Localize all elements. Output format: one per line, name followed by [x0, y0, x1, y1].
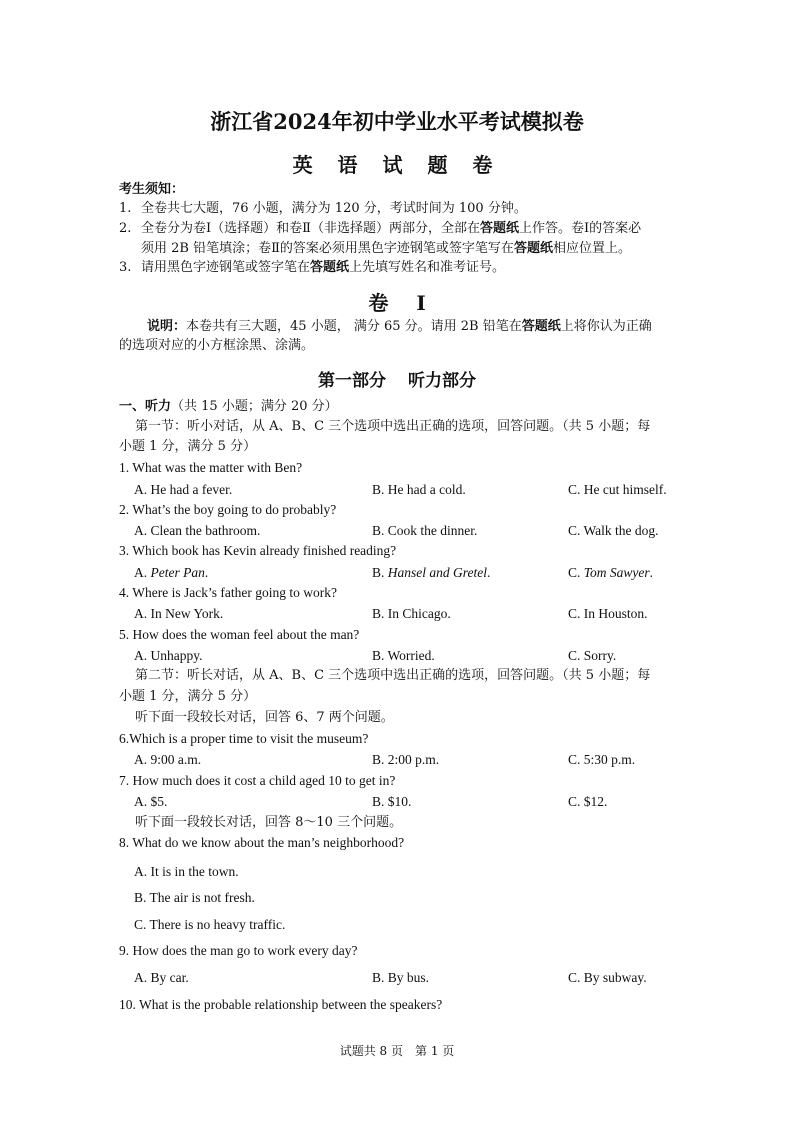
option-dot: . — [649, 565, 654, 580]
option-letter: A. — [134, 565, 151, 580]
question-8: 8. What do we know about the man’s neighborhood? — [119, 835, 405, 850]
notice-heading: 考生须知： — [119, 182, 185, 197]
part-left: 第一部分 — [318, 371, 386, 391]
option-letter: B. — [372, 565, 388, 580]
section1-line1: 第一节：听小对话，从 A、B、C 三个选项中选出正确的选项，回答问题。（共 5 小题；每 — [135, 419, 651, 434]
notice-item-2 — [119, 221, 641, 237]
q8-option-c: C. There is no heavy traffic. — [134, 917, 286, 932]
explain-label: 说明： — [147, 319, 187, 334]
notice-text: 须用 2B 铅笔填涂；卷Ⅱ的答案必须用黑色字迹钢笔或签字笔写在 — [141, 241, 514, 256]
question-1: 1. What was the matter with Ben? — [119, 460, 303, 475]
notice-item-3 — [119, 260, 505, 276]
question-10: 10. What is the probable relationship between the speakers? — [119, 997, 443, 1012]
explain-text: 本卷共有三大题，45 小题， 满分 65 分。请用 2B 铅笔在 — [186, 319, 522, 334]
q9-option-a: A. By car. — [134, 970, 189, 985]
notice-text: 全卷分为卷Ⅰ（选择题）和卷Ⅱ（非选择题）两部分，全部在 — [141, 221, 480, 236]
q7-option-b: B. $10. — [372, 794, 412, 809]
intro-8-10: 听下面一段较长对话，回答 8～10 三个问题。 — [135, 815, 403, 830]
notice-item-2-cont — [141, 241, 631, 257]
question-2: 2. What’s the boy going to do probably? — [119, 502, 337, 517]
listening-heading — [119, 399, 338, 415]
volume-explain-line2: 的选项对应的小方框涂黑、涂满。 — [119, 338, 315, 353]
q6-option-c: C. 5:30 p.m. — [568, 752, 636, 767]
volume-explain — [147, 319, 652, 335]
q7-option-a: A. $5. — [134, 794, 168, 809]
question-6: 6.Which is a proper time to visit the museum? — [119, 731, 369, 746]
question-7: 7. How much does it cost a child aged 10 to get in? — [119, 773, 396, 788]
notice-num: 3. — [119, 260, 132, 275]
intro-6-7: 听下面一段较长对话，回答 6、7 两个问题。 — [135, 710, 394, 725]
notice-text: 相应位置上。 — [552, 241, 631, 256]
question-4: 4. Where is Jack’s father going to work? — [119, 585, 337, 600]
exam-subtitle: 英 语 试 题 卷 — [292, 153, 502, 177]
notice-bold: 答题纸 — [479, 221, 519, 236]
notice-text: 全卷共七大题，76 小题，满分为 120 分，考试时间为 100 分钟。 — [141, 201, 527, 216]
notice-item-1 — [119, 201, 527, 217]
volume-numeral: Ⅰ — [416, 291, 426, 315]
book-title: Tom Sawyer — [583, 565, 650, 580]
listening-heading-rest: （共 15 小题；满分 20 分） — [171, 399, 338, 414]
q1-option-c: C. He cut himself. — [568, 482, 667, 497]
q2-option-b: B. Cook the dinner. — [372, 523, 478, 538]
q1-option-a: A. He had a fever. — [134, 482, 233, 497]
q7-option-c: C. $12. — [568, 794, 608, 809]
q6-option-a: A. 9:00 a.m. — [134, 752, 202, 767]
notice-text: 请用黑色字迹钢笔或签字笔在 — [141, 260, 311, 275]
section1-line2: 小题 1 分，满分 5 分） — [119, 439, 257, 454]
question-5: 5. How does the woman feel about the man? — [119, 627, 360, 642]
notice-text: 上作答。卷Ⅰ的答案必 — [519, 221, 642, 236]
explain-bold: 答题纸 — [521, 319, 561, 334]
part-right: 听力部分 — [408, 371, 476, 391]
q8-option-a: A. It is in the town. — [134, 864, 239, 879]
q1-option-b: B. He had a cold. — [372, 482, 466, 497]
section2-line2: 小题 1 分，满分 5 分） — [119, 689, 257, 704]
q5-option-c: C. Sorry. — [568, 648, 617, 663]
q3-option-a — [134, 565, 208, 581]
explain-text: 上将你认为正确 — [560, 319, 652, 334]
notice-bold: 答题纸 — [513, 241, 553, 256]
volume-heading — [0, 287, 794, 316]
footer-page-number: 第 1 页 — [415, 1044, 455, 1058]
q4-option-a: A. In New York. — [134, 606, 224, 621]
option-dot: . — [487, 565, 491, 580]
q5-option-b: B. Worried. — [372, 648, 435, 663]
q3-option-c — [568, 565, 653, 581]
q2-option-c: C. Walk the dog. — [568, 523, 659, 538]
q9-option-b: B. By bus. — [372, 970, 430, 985]
notice-num: 2. — [119, 221, 132, 236]
exam-title: 浙江省2024年初中学业水平考试模拟卷 — [210, 109, 584, 134]
q9-option-c: C. By subway. — [568, 970, 647, 985]
footer-total-pages: 试题共 8 页 — [339, 1044, 403, 1058]
notice-bold: 答题纸 — [310, 260, 350, 275]
notice-text: 上先填写姓名和准考证号。 — [349, 260, 506, 275]
question-9: 9. How does the man go to work every day? — [119, 943, 358, 958]
q4-option-c: C. In Houston. — [568, 606, 648, 621]
book-title: Peter Pan — [150, 565, 205, 580]
volume-name: 卷 — [368, 291, 389, 315]
listening-heading-bold: 一、听力 — [119, 399, 172, 414]
q2-option-a: A. Clean the bathroom. — [134, 523, 261, 538]
section2-line1: 第二节：听长对话，从 A、B、C 三个选项中选出正确的选项，回答问题。（共 5 小题；每 — [135, 668, 651, 683]
q4-option-b: B. In Chicago. — [372, 606, 451, 621]
question-3: 3. Which book has Kevin already finished reading? — [119, 543, 397, 558]
part-heading — [0, 366, 794, 391]
option-letter: C. — [568, 565, 584, 580]
q8-option-b: B. The air is not fresh. — [134, 890, 255, 905]
q6-option-b: B. 2:00 p.m. — [372, 752, 440, 767]
q5-option-a: A. Unhappy. — [134, 648, 203, 663]
book-title: Hansel and Gretel — [387, 565, 487, 580]
page-footer — [0, 1042, 794, 1059]
q3-option-b — [372, 565, 490, 581]
option-dot: . — [204, 565, 209, 580]
notice-num: 1. — [119, 201, 132, 216]
